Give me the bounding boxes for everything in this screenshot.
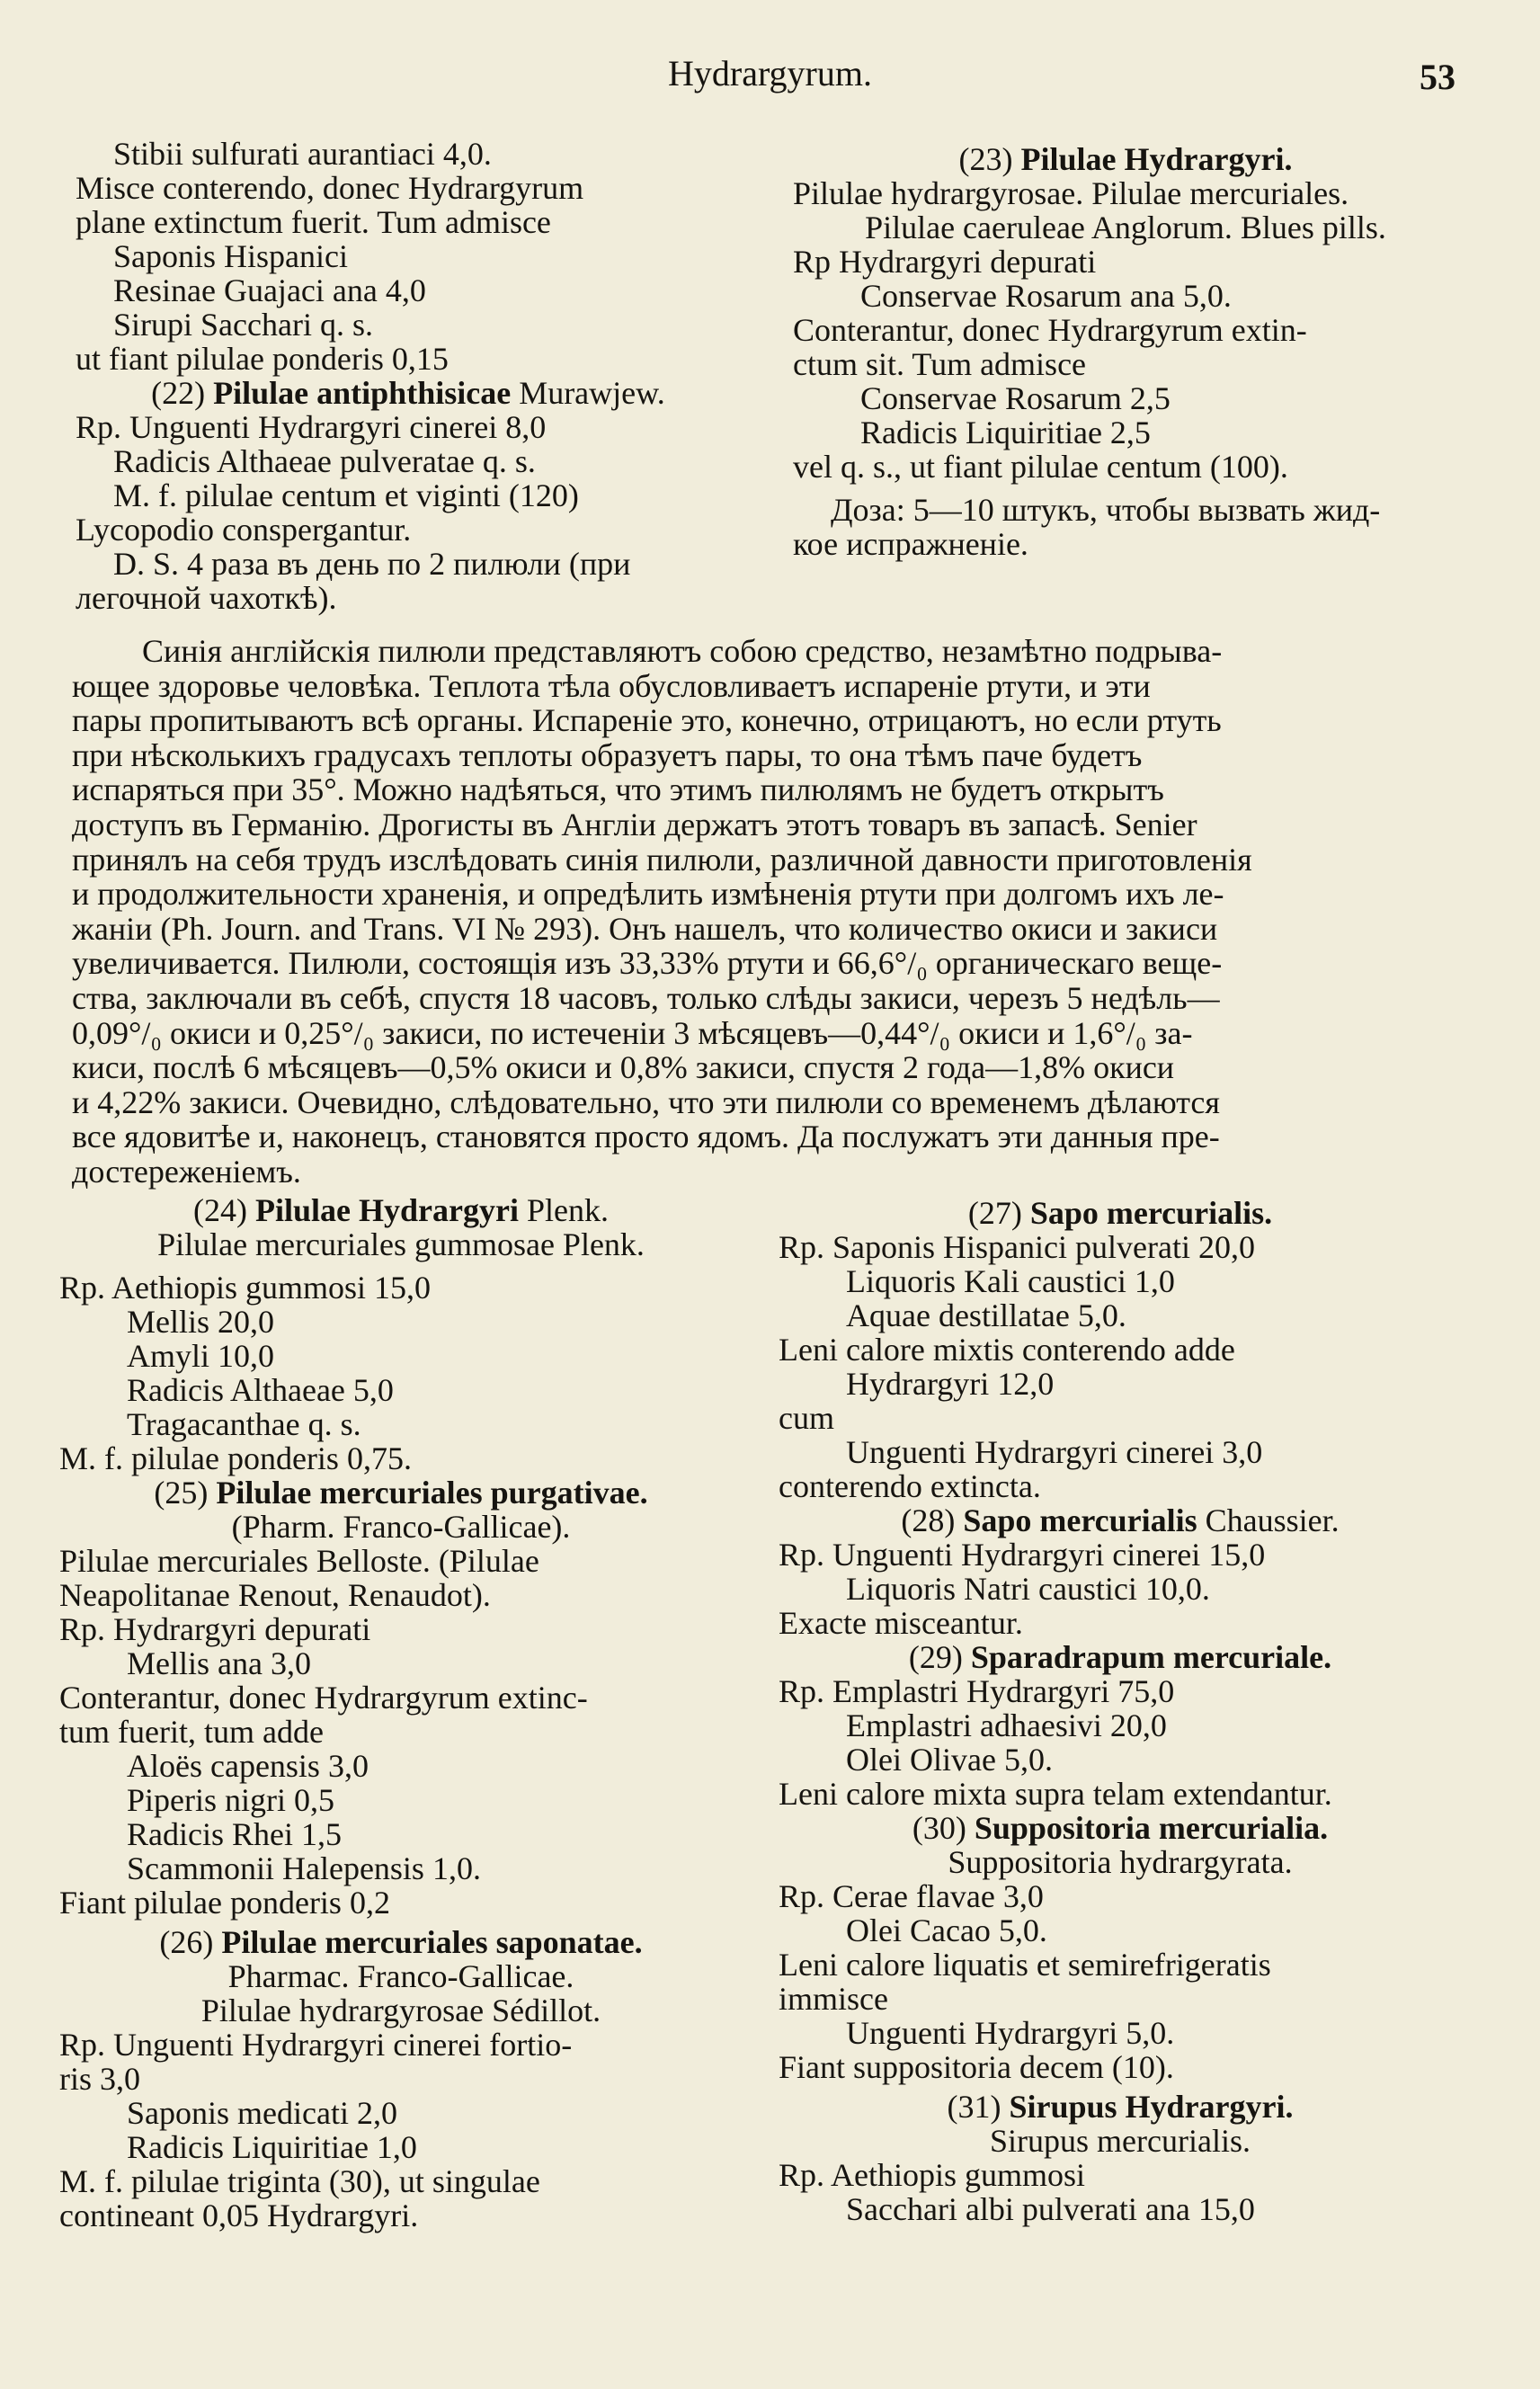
text-line: Amyli 10,0 bbox=[127, 1338, 275, 1374]
text-line: immisce bbox=[779, 1981, 888, 2017]
recipe-name: Pilulae mercuriales saponatae. bbox=[221, 1924, 643, 1960]
text-line: Liquoris Natri caustici 10,0. bbox=[846, 1571, 1210, 1607]
text-line: Rp. Emplastri Hydrargyri 75,0 bbox=[779, 1673, 1175, 1709]
paragraph-line: и 4,22% закиси. Очевидно, слѣдовательно, что эти пилюли со временемъ дѣлаются bbox=[72, 1083, 1220, 1120]
recipe-author: Murawjew. bbox=[519, 375, 665, 411]
text-line: ctum sit. Tum admisce bbox=[793, 346, 1087, 382]
paragraph-line: достереженіемъ. bbox=[72, 1153, 301, 1190]
paragraph-line: все ядовитѣе и, наконецъ, становятся просто ядомъ. Да послужатъ эти данныя пре- bbox=[72, 1119, 1220, 1155]
right-column-top bbox=[793, 142, 1458, 561]
text-line: Pilulae caeruleae Anglorum. Blues pills. bbox=[865, 209, 1386, 245]
recipe-number: (26) bbox=[159, 1924, 214, 1960]
recipe-heading-25 bbox=[59, 1475, 743, 1510]
paragraph-line: увеличивается. Пилюли, состоящія изъ 33,33% ртути и 66,6°/₀ органическаго веще- bbox=[72, 945, 1223, 982]
text-line: Rp. Aethiopis gummosi bbox=[779, 2157, 1086, 2193]
text-line: Conterantur, donec Hydrargyrum extinc- bbox=[59, 1680, 588, 1716]
text-line: Conservae Rosarum ana 5,0. bbox=[860, 278, 1232, 314]
recipe-heading-23 bbox=[793, 142, 1458, 176]
recipe-name: Sapo mercurialis. bbox=[1029, 1195, 1273, 1231]
running-header bbox=[0, 52, 1540, 97]
text-line: Tragacanthae q. s. bbox=[127, 1406, 361, 1442]
text-line: M. f. pilulae ponderis 0,75. bbox=[59, 1440, 412, 1476]
recipe-heading-28 bbox=[779, 1503, 1462, 1538]
text-line: Liquoris Kali caustici 1,0 bbox=[846, 1263, 1175, 1299]
recipe-heading-31 bbox=[779, 2090, 1462, 2124]
text-line: кое испражненіе. bbox=[793, 526, 1028, 562]
recipe-number: (28) bbox=[901, 1502, 956, 1538]
text-line: Neapolitanae Renout, Renaudot). bbox=[59, 1577, 491, 1613]
recipe-name: Pilulae antiphthisicae bbox=[213, 375, 512, 411]
text-line: Mellis 20,0 bbox=[127, 1304, 275, 1340]
recipe-name: Sirupus Hydrargyri. bbox=[1009, 2089, 1294, 2125]
recipe-name: Pilulae mercuriales purgativae. bbox=[216, 1475, 648, 1511]
recipe-heading-27 bbox=[779, 1196, 1462, 1230]
text-line: Radicis Liquiritiae 2,5 bbox=[860, 415, 1151, 450]
text-line: ris 3,0 bbox=[59, 2061, 140, 2097]
paragraph-line: пары пропитываютъ всѣ органы. Испареніе это, конечно, отрицаютъ, но если ртуть bbox=[72, 702, 1222, 739]
text-line: cum bbox=[779, 1400, 834, 1436]
text-line: Stibii sulfurati aurantiaci 4,0. bbox=[113, 136, 492, 172]
recipe-name: Pilulae Hydrargyri bbox=[255, 1192, 519, 1228]
text-line: conterendo extincta. bbox=[779, 1468, 1041, 1504]
text-line: ut fiant pilulae ponderis 0,15 bbox=[76, 341, 449, 377]
text-line: D. S. 4 раза въ день по 2 пилюли (при bbox=[113, 546, 631, 582]
text-line: contineant 0,05 Hydrargyri. bbox=[59, 2197, 419, 2233]
paragraph-line: принялъ на себя трудъ изслѣдовать синія пилюли, различной давности приготовленія bbox=[72, 841, 1252, 878]
recipe-number: (31) bbox=[947, 2089, 1001, 2125]
recipe-number: (30) bbox=[912, 1810, 966, 1846]
text-line: Olei Olivae 5,0. bbox=[846, 1742, 1053, 1778]
text-line: Mellis ana 3,0 bbox=[127, 1645, 311, 1681]
text-line: Sirupi Sacchari q. s. bbox=[113, 307, 373, 343]
text-line: Radicis Althaeae 5,0 bbox=[127, 1372, 394, 1408]
text-line: Leni calore mixtis conterendo adde bbox=[779, 1332, 1235, 1368]
text-line: Доза: 5—10 штукъ, чтобы вызвать жид- bbox=[831, 492, 1381, 528]
text-line: Unguenti Hydrargyri cinerei 3,0 bbox=[846, 1434, 1263, 1470]
text-line: Lycopodio conspergantur. bbox=[76, 512, 412, 548]
text-line: Rp. Unguenti Hydrargyri cinerei 15,0 bbox=[779, 1537, 1266, 1573]
text-line: Rp. Unguenti Hydrargyri cinerei 8,0 bbox=[76, 409, 547, 445]
text-line: Radicis Liquiritiae 1,0 bbox=[127, 2129, 417, 2165]
text-line: Rp. Aethiopis gummosi 15,0 bbox=[59, 1270, 432, 1306]
recipe-synonym: Pilulae mercuriales gummosae Plenk. bbox=[157, 1226, 645, 1262]
text-line: Scammonii Halepensis 1,0. bbox=[127, 1850, 481, 1886]
recipe-number: (25) bbox=[154, 1475, 209, 1511]
recipe-number: (23) bbox=[958, 141, 1013, 177]
paragraph-line: и продолжительности храненія, и опредѣлить измѣненія ртути при долгомъ ихъ ле- bbox=[72, 876, 1224, 913]
text-line: Rp. Hydrargyri depurati bbox=[59, 1611, 371, 1647]
paragraph-line: жаніи (Ph. Journ. and Trans. VI № 293). Онъ нашелъ, что количество окиси и закиси bbox=[72, 910, 1218, 947]
recipe-number: (27) bbox=[967, 1195, 1022, 1231]
recipe-synonym: (Pharm. Franco-Gallicae). bbox=[231, 1509, 571, 1545]
text-line: Leni calore liquatis et semirefrigeratis bbox=[779, 1947, 1271, 1983]
text-line: Exacte misceantur. bbox=[779, 1605, 1023, 1641]
recipe-synonym: Pharmac. Franco-Gallicae. bbox=[227, 1958, 574, 1994]
text-line: Emplastri adhaesivi 20,0 bbox=[846, 1707, 1167, 1743]
text-line: Fiant pilulae ponderis 0,2 bbox=[59, 1885, 390, 1921]
paragraph-line: ства, заключали въ себѣ, спустя 18 часовъ, только слѣды закиси, черезъ 5 недѣль— bbox=[72, 979, 1220, 1016]
text-line: Misce conterendo, donec Hydrargyrum bbox=[76, 170, 584, 206]
paragraph-line: испаряться при 35°. Можно надѣяться, что этимъ пилюлямъ не будетъ открытъ bbox=[72, 771, 1164, 808]
recipe-heading-29 bbox=[779, 1640, 1462, 1674]
text-line: Radicis Rhei 1,5 bbox=[127, 1816, 342, 1852]
text-line: Resinae Guajaci ana 4,0 bbox=[113, 272, 426, 308]
recipe-heading-26 bbox=[59, 1925, 743, 1959]
paragraph-line: киси, послѣ 6 мѣсяцевъ—0,5% окиси и 0,8% закиси, спустя 2 года—1,8% окиси bbox=[72, 1049, 1175, 1086]
recipe-synonym: Pilulae hydrargyrosae Sédillot. bbox=[200, 1992, 601, 2028]
recipe-name: Sparadrapum mercuriale. bbox=[970, 1639, 1332, 1675]
page-number: 53 bbox=[1420, 57, 1455, 97]
recipe-heading-30 bbox=[779, 1811, 1462, 1845]
recipe-synonym: Suppositoria hydrargyrata. bbox=[948, 1844, 1293, 1880]
recipe-number: (24) bbox=[193, 1192, 247, 1228]
text-line: Rp. Unguenti Hydrargyri cinerei fortio- bbox=[59, 2027, 573, 2063]
left-column-top bbox=[76, 137, 741, 615]
text-line: Pilulae mercuriales Belloste. (Pilulae bbox=[59, 1543, 539, 1579]
paragraph-line: Синія англійскія пилюли представляютъ собою средство, незамѣтно подрыва- bbox=[142, 633, 1223, 669]
text-line: Olei Cacao 5,0. bbox=[846, 1912, 1047, 1948]
paragraph-line: при нѣсколькихъ градусахъ теплоты образуетъ пары, то она тѣмъ паче будетъ bbox=[72, 736, 1143, 773]
text-line: vel q. s., ut fiant pilulae centum (100). bbox=[793, 449, 1288, 485]
text-line: Pilulae hydrargyrosae. Pilulae mercuriales. bbox=[793, 175, 1349, 211]
recipe-heading-22 bbox=[76, 376, 741, 410]
paragraph-line: ющее здоровье человѣка. Теплота тѣла обусловливаетъ испареніе ртути, и эти bbox=[72, 667, 1151, 704]
text-line: Fiant suppositoria decem (10). bbox=[779, 2049, 1174, 2085]
text-line: Leni calore mixta supra telam extendantur. bbox=[779, 1776, 1332, 1812]
paragraph-line: 0,09°/₀ окиси и 0,25°/₀ закиси, по истеченіи 3 мѣсяцевъ—0,44°/₀ окиси и 1,6°/₀ за- bbox=[72, 1014, 1193, 1051]
paragraph-line: доступъ въ Германію. Дрогисты въ Англіи держатъ этотъ товаръ въ запасѣ. Senier bbox=[72, 806, 1197, 842]
text-line: tum fuerit, tum adde bbox=[59, 1714, 324, 1750]
text-line: Piperis nigri 0,5 bbox=[127, 1782, 334, 1818]
text-line: Rp. Cerae flavae 3,0 bbox=[779, 1878, 1044, 1914]
text-line: Aquae destillatae 5,0. bbox=[846, 1297, 1126, 1333]
text-line: Saponis medicati 2,0 bbox=[127, 2095, 397, 2131]
recipe-name: Sapo mercurialis bbox=[963, 1502, 1197, 1538]
text-line: Saponis Hispanici bbox=[113, 238, 348, 274]
text-line: Rp. Saponis Hispanici pulverati 20,0 bbox=[779, 1229, 1255, 1265]
text-line: Conservae Rosarum 2,5 bbox=[860, 380, 1171, 416]
text-line: Aloës capensis 3,0 bbox=[127, 1748, 369, 1784]
text-line: plane extinctum fuerit. Tum admisce bbox=[76, 204, 551, 240]
text-line: Rp Hydrargyri depurati bbox=[793, 244, 1097, 280]
left-column-bottom bbox=[59, 1193, 743, 2233]
text-line: M. f. pilulae triginta (30), ut singulae bbox=[59, 2163, 540, 2199]
text-line: M. f. pilulae centum et viginti (120) bbox=[113, 477, 579, 513]
recipe-number: (22) bbox=[151, 375, 206, 411]
commentary-paragraph bbox=[72, 634, 1456, 1190]
recipe-name: Pilulae Hydrargyri. bbox=[1020, 141, 1293, 177]
recipe-heading-24 bbox=[59, 1193, 743, 1227]
text-line: Conterantur, donec Hydrargyrum extin- bbox=[793, 312, 1307, 348]
recipe-author: Plenk. bbox=[526, 1192, 609, 1228]
recipe-author: Chaussier. bbox=[1205, 1502, 1340, 1538]
text-line: Sacchari albi pulverati ana 15,0 bbox=[846, 2191, 1255, 2227]
text-line: Radicis Althaeae pulveratae q. s. bbox=[113, 443, 536, 479]
right-column-bottom bbox=[779, 1196, 1462, 2226]
text-line: Unguenti Hydrargyri 5,0. bbox=[846, 2015, 1175, 2051]
recipe-number: (29) bbox=[908, 1639, 963, 1675]
recipe-synonym: Sirupus mercurialis. bbox=[990, 2123, 1251, 2159]
text-line: Hydrargyri 12,0 bbox=[846, 1366, 1055, 1402]
recipe-name: Suppositoria mercurialia. bbox=[974, 1810, 1329, 1846]
text-line: легочной чахоткѣ). bbox=[76, 580, 337, 616]
running-title: Hydrargyrum. bbox=[668, 53, 872, 94]
